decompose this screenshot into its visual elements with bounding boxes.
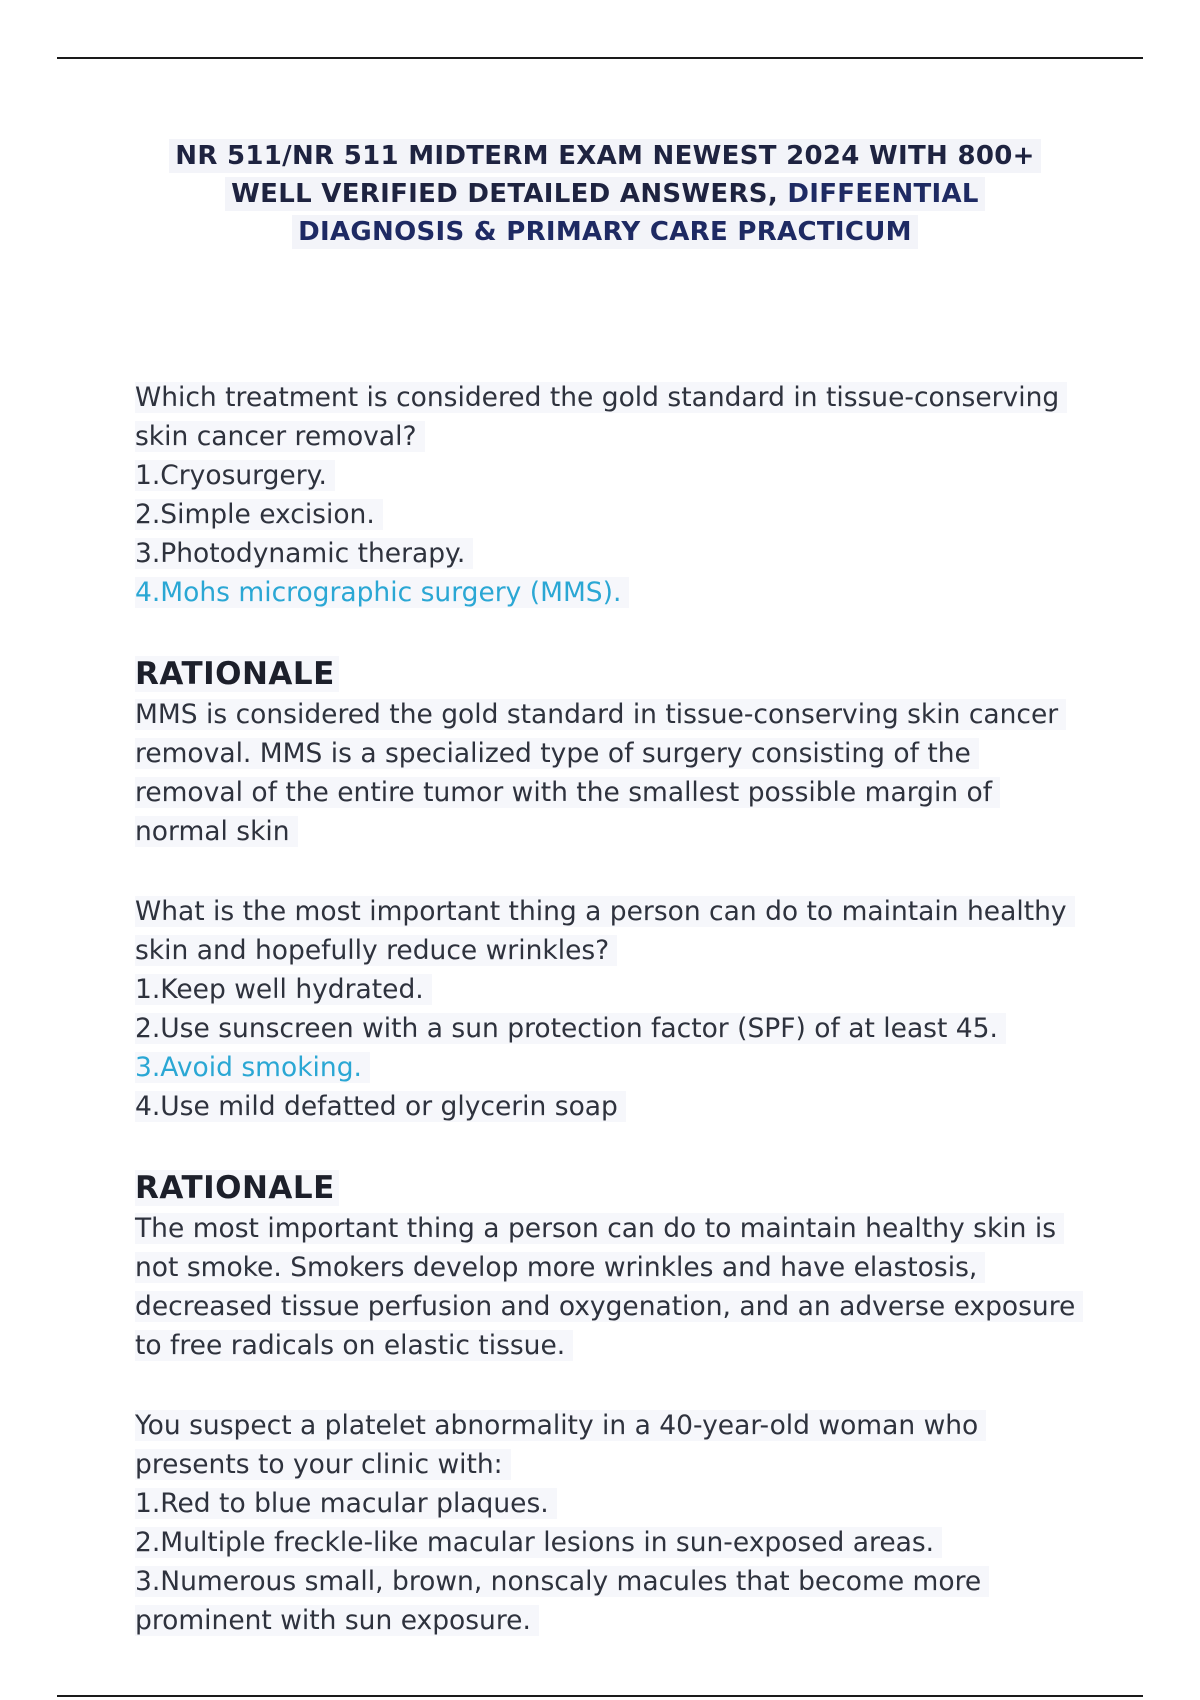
q1-option-1-text: 1.Cryosurgery. <box>135 460 335 491</box>
title-line-2-part-a: WELL VERIFIED DETAILED ANSWERS, <box>231 179 788 209</box>
q1-option-2 <box>135 495 1075 534</box>
spacer <box>135 1365 1075 1406</box>
q3-option-2 <box>135 1523 1075 1562</box>
title-line-1: NR 511/NR 511 MIDTERM EXAM NEWEST 2024 WITH 800+ <box>169 139 1040 173</box>
q1-stem-line-1 <box>135 378 1075 417</box>
q2-rationale-text-4: to free radicals on elastic tissue. <box>135 1330 573 1361</box>
q2-option-3-correct <box>135 1048 1075 1087</box>
question-3 <box>135 1406 1075 1640</box>
q2-stem-line-1 <box>135 892 1075 931</box>
q1-stem-line-2 <box>135 417 1075 456</box>
q1-rationale-line-4 <box>135 812 1075 851</box>
q1-option-3-text: 3.Photodynamic therapy. <box>135 538 473 569</box>
question-1 <box>135 378 1075 612</box>
q2-option-4-text: 4.Use mild defatted or glycerin soap <box>135 1091 626 1122</box>
q1-rationale-text-3: removal of the entire tumor with the smallest possible margin of <box>135 777 1000 808</box>
q3-option-3 <box>135 1562 1075 1601</box>
q2-rationale-line-4 <box>135 1326 1075 1365</box>
q2-rationale-heading-text: RATIONALE <box>135 1170 339 1206</box>
q2-option-3-text: 3.Avoid smoking. <box>135 1052 370 1083</box>
q1-option-4-correct <box>135 573 1075 612</box>
question-2 <box>135 892 1075 1126</box>
title-line-2 <box>225 177 985 211</box>
document-body <box>135 378 1075 1640</box>
q2-rationale-text-1: The most important thing a person can do to maintain healthy skin is <box>135 1213 1064 1244</box>
q3-stem-line-2 <box>135 1445 1075 1484</box>
q3-option-3-text: 3.Numerous small, brown, nonscaly macules that become more <box>135 1566 989 1597</box>
q2-rationale-text-3: decreased tissue perfusion and oxygenation, and an adverse exposure <box>135 1291 1083 1322</box>
q1-rationale-line-1 <box>135 695 1075 734</box>
q2-rationale-line-2 <box>135 1248 1075 1287</box>
q1-rationale-line-2 <box>135 734 1075 773</box>
q2-option-2 <box>135 1009 1075 1048</box>
q1-option-3 <box>135 534 1075 573</box>
q2-rationale <box>135 1209 1075 1365</box>
q3-option-2-text: 2.Multiple freckle-like macular lesions in sun-exposed areas. <box>135 1527 942 1558</box>
q1-rationale-heading-text: RATIONALE <box>135 656 339 692</box>
q1-rationale-text-4: normal skin <box>135 816 298 847</box>
q2-rationale-line-3 <box>135 1287 1075 1326</box>
bottom-rule <box>57 1695 1143 1697</box>
q2-option-1 <box>135 970 1075 1009</box>
q1-option-1 <box>135 456 1075 495</box>
q2-option-2-text: 2.Use sunscreen with a sun protection factor (SPF) of at least 45. <box>135 1013 1006 1044</box>
q2-stem-text-1: What is the most important thing a person can do to maintain healthy <box>135 896 1075 927</box>
q3-stem-text-1: You suspect a platelet abnormality in a 40-year-old woman who <box>135 1410 986 1441</box>
top-rule <box>57 57 1143 59</box>
q1-option-4-text: 4.Mohs micrographic surgery (MMS). <box>135 577 629 608</box>
q2-stem-text-2: skin and hopefully reduce wrinkles? <box>135 935 617 966</box>
q3-option-1 <box>135 1484 1075 1523</box>
q1-rationale <box>135 695 1075 851</box>
spacer <box>135 851 1075 892</box>
q1-option-2-text: 2.Simple excision. <box>135 499 383 530</box>
q2-rationale-heading <box>135 1167 1075 1209</box>
q3-option-1-text: 1.Red to blue macular plaques. <box>135 1488 557 1519</box>
title-line-3: DIAGNOSIS & PRIMARY CARE PRACTICUM <box>292 215 918 249</box>
document-title <box>120 137 1090 251</box>
q2-option-4 <box>135 1087 1075 1126</box>
q1-stem-text-2: skin cancer removal? <box>135 421 425 452</box>
q3-stem-text-2: presents to your clinic with: <box>135 1449 511 1480</box>
q1-stem-text-1: Which treatment is considered the gold standard in tissue-conserving <box>135 382 1067 413</box>
q1-rationale-line-3 <box>135 773 1075 812</box>
q2-stem-line-2 <box>135 931 1075 970</box>
title-line-2-part-b: DIFFEENTIAL <box>787 179 979 209</box>
q3-option-3-continued <box>135 1601 1075 1640</box>
q3-option-3-text-continued: prominent with sun exposure. <box>135 1605 539 1636</box>
q2-rationale-text-2: not smoke. Smokers develop more wrinkles and have elastosis, <box>135 1252 985 1283</box>
q1-rationale-text-1: MMS is considered the gold standard in tissue-conserving skin cancer <box>135 699 1066 730</box>
q3-stem-line-1 <box>135 1406 1075 1445</box>
q1-rationale-text-2: removal. MMS is a specialized type of surgery consisting of the <box>135 738 979 769</box>
q1-rationale-heading <box>135 653 1075 695</box>
q2-rationale-line-1 <box>135 1209 1075 1248</box>
q2-option-1-text: 1.Keep well hydrated. <box>135 974 432 1005</box>
